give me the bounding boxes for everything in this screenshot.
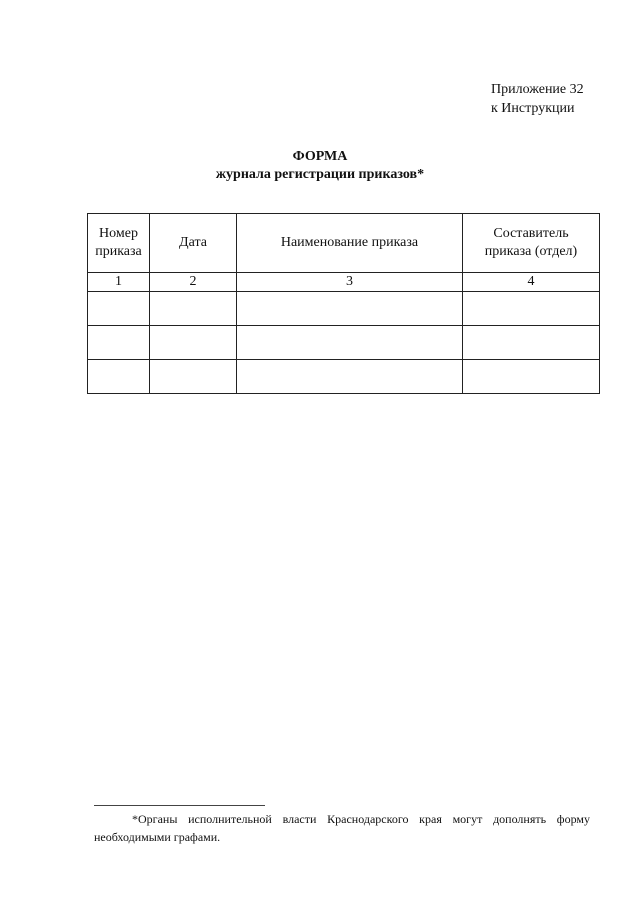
- header-date-label: Дата: [179, 235, 207, 250]
- column-number-row: [88, 273, 600, 292]
- orders-journal-table: [87, 213, 600, 394]
- appendix-instruction: к Инструкции: [491, 101, 575, 116]
- empty-cell: [88, 292, 150, 326]
- empty-cell: [150, 326, 237, 360]
- empty-cell: [88, 360, 150, 394]
- form-title: ФОРМА: [292, 149, 348, 164]
- empty-cell: [463, 360, 600, 394]
- header-order-number-line2: приказа: [95, 244, 142, 259]
- empty-cell: [150, 292, 237, 326]
- empty-cell: [463, 326, 600, 360]
- header-date: [150, 214, 237, 273]
- empty-cell: [237, 292, 463, 326]
- empty-cell: [150, 360, 237, 394]
- header-author-line1: Составитель: [493, 226, 569, 241]
- table-row: [88, 360, 600, 394]
- table-row: [88, 326, 600, 360]
- table-row: [88, 292, 600, 326]
- column-number: 3: [237, 273, 463, 292]
- appendix-number: Приложение 32: [491, 82, 584, 97]
- empty-cell: [237, 360, 463, 394]
- header-order-number: [88, 214, 150, 273]
- empty-cell: [463, 292, 600, 326]
- header-author: [463, 214, 600, 273]
- empty-cell: [88, 326, 150, 360]
- column-number: 4: [463, 273, 600, 292]
- empty-cell: [237, 326, 463, 360]
- header-order-number-line1: Номер: [99, 226, 138, 241]
- column-number: 2: [150, 273, 237, 292]
- form-heading: [0, 148, 640, 184]
- footnote: *Органы исполнительной власти Краснодарского края могут дополнять форму необходимыми графами.: [94, 812, 590, 844]
- header-order-name: [237, 214, 463, 273]
- footnote-divider: [94, 805, 265, 806]
- header-author-line2: приказа (отдел): [484, 244, 578, 259]
- column-number: 1: [88, 273, 150, 292]
- form-subtitle: журнала регистрации приказов*: [215, 167, 425, 182]
- table-header-row: [88, 214, 600, 273]
- header-order-name-label: Наименование приказа: [280, 235, 419, 250]
- appendix-reference: [491, 80, 584, 118]
